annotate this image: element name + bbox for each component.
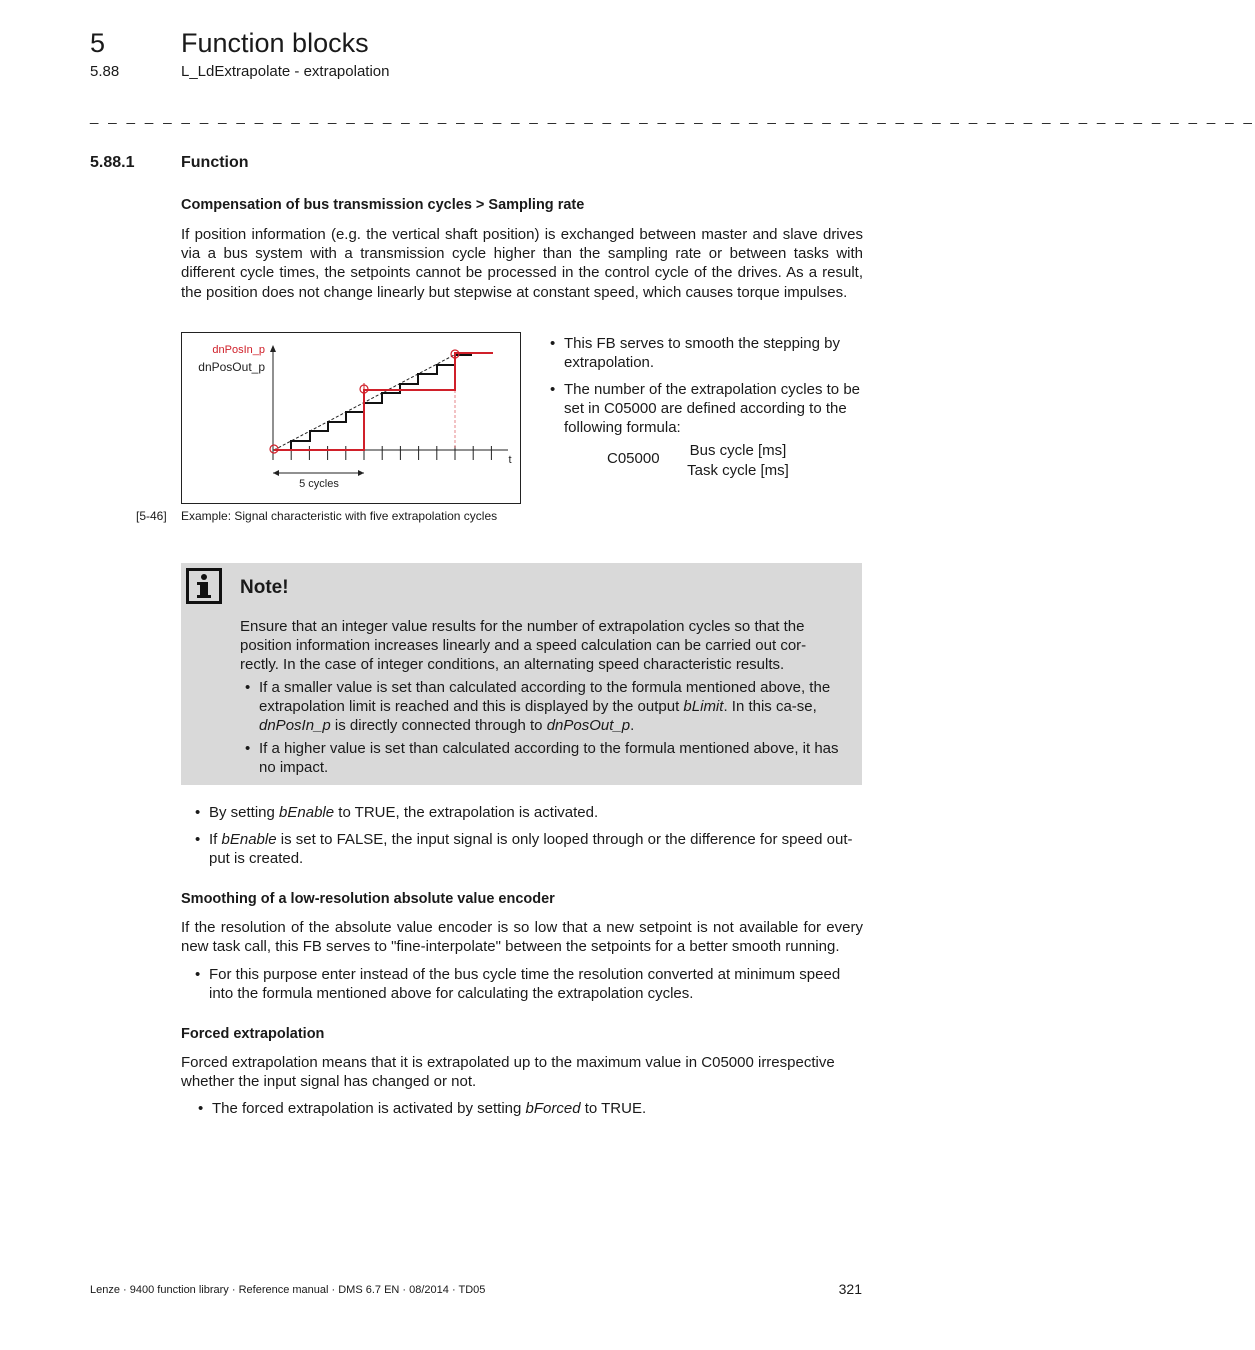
formula-numerator: Bus cycle [ms]	[689, 442, 787, 459]
compensation-paragraph: If position information (e.g. the vertical shaft position) is exchanged between master and slave drives via a bus system with a transmission cycle higher than the sampling rate or between tasks with different cycle times, the setpoints cannot be processed in the control cycle of the drives. As a result, the position does not change linearly but stepwise at constant speed, which causes torque impulses.	[181, 226, 863, 301]
cycles-arrow-left	[273, 470, 279, 476]
bullet-smooth: This FB serves to smooth the stepping by extrapolation.	[564, 335, 840, 372]
note-b1-part3: is directly connected through to	[330, 717, 547, 735]
label-dnposin: dnPosIn_p	[212, 344, 265, 356]
enable-b2-var: bEnable	[221, 831, 277, 848]
smoothing-heading: Smoothing of a low-resolution absolute value encoder	[181, 891, 555, 907]
note-b1-posout: dnPosOut_p	[546, 717, 631, 735]
forced-b-part2: to TRUE.	[580, 1100, 647, 1117]
chapter-number: 5	[90, 28, 106, 58]
page-number: 321	[838, 1281, 862, 1297]
enable-b2-part2: is set to FALSE, the input signal is only looped through or the difference for speed out-put is created.	[209, 831, 853, 868]
chapter-title: Function blocks	[181, 28, 369, 58]
subsection-title: L_LdExtrapolate - extrapolation	[181, 63, 390, 80]
forced-b-var: bForced	[525, 1100, 581, 1117]
t-label: t	[508, 454, 512, 466]
note-b1-part1: If a smaller value is set than calculated according to the formula mentioned above, the extrapolation limit is reached and this is displayed by the output	[259, 679, 831, 716]
cycles-label: 5 cycles	[299, 478, 339, 490]
subsection-number: 5.88	[90, 63, 120, 80]
list-item	[550, 334, 862, 372]
figure-caption: Example: Signal characteristic with five extrapolation cycles	[181, 509, 498, 523]
figure-caption-number: [5-46]	[136, 509, 167, 523]
header-separator: _ _ _ _ _ _ _ _ _ _ _ _ _ _ _ _ _ _ _ _ _ _ _ _ _ _ _ _ _ _ _ _ _ _ _ _ _ _ _ _ _ _ _ _ _ _ _ _ _ _ _ _ _ _ _ _ _ _ _ _ _ _ _ _	[90, 108, 1255, 125]
bullet-dot: •	[245, 679, 251, 696]
enable-b1-var: bEnable	[279, 804, 335, 821]
enable-b1-part1: By setting	[209, 804, 280, 821]
note-paragraph: Ensure that an integer value results for the number of extrapolation cycles so that the position information increases linearly and a speed calculation can be carried out cor-rectly. In the case of integer conditions, an alternating speed characteristic results.	[240, 618, 807, 674]
bullet-dot: •	[195, 804, 201, 821]
bullet-dot: •	[550, 381, 556, 398]
note-title: Note!	[240, 577, 289, 598]
axes	[270, 345, 508, 460]
y-axis-arrow	[270, 345, 276, 352]
signal-chart	[182, 333, 522, 505]
note-b2: If a higher value is set than calculated according to the formula mentioned above, it has no impact.	[259, 740, 839, 777]
x-ticks	[273, 446, 491, 460]
list-item	[195, 830, 863, 868]
bullet-cycles: The number of the extrapolation cycles to be set in C05000 are defined according to the following formula:	[564, 381, 861, 437]
enable-b1-part2: to TRUE, the extrapolation is activated.	[334, 804, 599, 821]
signal-figure	[181, 332, 521, 504]
section-number: 5.88.1	[90, 154, 135, 171]
note-b1-blimit: bLimit	[683, 698, 724, 716]
list-item	[195, 803, 863, 822]
footer-text: Lenze · 9400 function library · Reference manual · DMS 6.7 EN · 08/2014 · TD05	[90, 1284, 486, 1296]
compensation-heading: Compensation of bus transmission cycles > Sampling rate	[181, 197, 585, 213]
output-staircase	[274, 355, 472, 450]
bullet-dot: •	[245, 740, 251, 757]
forced-b-part1: The forced extrapolation is activated by setting	[212, 1100, 526, 1117]
bullet-dot: •	[550, 335, 556, 352]
info-icon	[186, 568, 222, 604]
note-b1-posin: dnPosIn_p	[259, 717, 331, 735]
bullet-dot: •	[195, 831, 201, 848]
list-item	[245, 739, 849, 777]
list-item	[245, 678, 849, 736]
formula-denominator: Task cycle [ms]	[687, 462, 789, 479]
smoothing-paragraph: If the resolution of the absolute value encoder is so low that a new setpoint is not available for every new task call, this FB serves to "fine-interpolate" between the setpoints for a better smooth running.	[181, 919, 863, 956]
smoothing-bullet: For this purpose enter instead of the bus cycle time the resolution converted at minimum speed into the formula mentioned above for calculating the extrapolation cycles.	[209, 966, 841, 1003]
cycles-arrow-right	[358, 470, 364, 476]
section-title: Function	[181, 154, 249, 171]
bullet-dot: •	[198, 1100, 204, 1117]
label-dnposout: dnPosOut_p	[198, 360, 265, 374]
bullet-dot: •	[195, 966, 201, 983]
input-signal	[274, 353, 493, 450]
forced-heading: Forced extrapolation	[181, 1026, 325, 1042]
forced-paragraph: Forced extrapolation means that it is extrapolated up to the maximum value in C05000 irrespective whether the input signal has changed or not.	[181, 1054, 835, 1091]
note-b1-part2: . In this ca-se,	[723, 698, 817, 716]
note-b1-part4: .	[630, 717, 635, 735]
list-item	[550, 380, 862, 438]
list-item	[195, 965, 863, 1003]
enable-b2-part1: If	[209, 831, 222, 848]
list-item	[198, 1099, 862, 1118]
formula-lhs: C05000	[607, 450, 660, 467]
